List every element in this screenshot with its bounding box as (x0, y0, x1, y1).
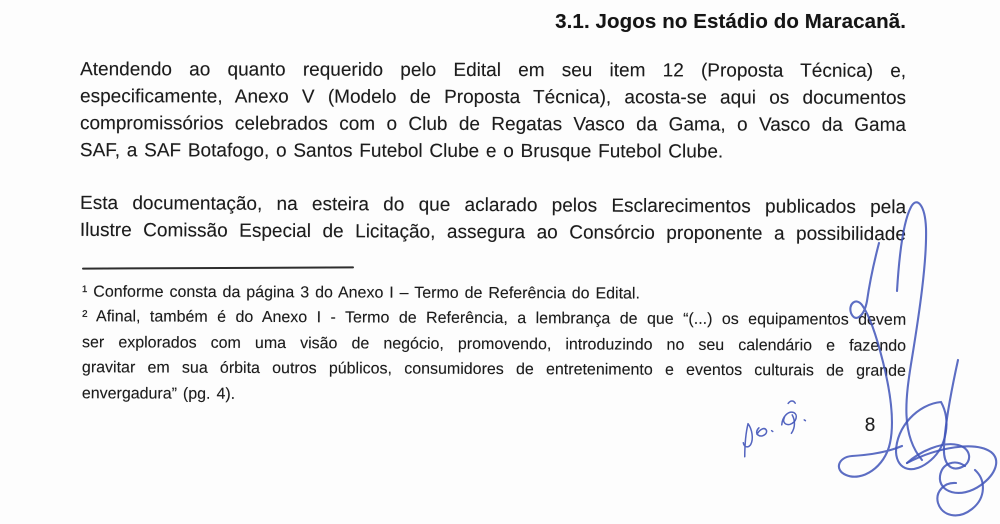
text-line: Esta documentação, na esteira do que aclarado pelos Esclarecimentos publicados pela (80, 192, 907, 219)
paragraph-1 (80, 56, 906, 166)
footnote-2 (82, 304, 906, 410)
text-line: ser explorados com uma visão de negócio, promovendo, introduzindo no seu calendário e fazendo (82, 333, 907, 355)
text-line: ² Afinal, também é do Anexo I - Termo de Referência, a lembrança de que “(...) os equipamentos devem (82, 308, 907, 329)
footnote-1 (82, 280, 906, 308)
text-line: gravitar em sua órbita outros públicos, consumidores de entretenimento e eventos culturais de grande (81, 359, 906, 380)
page-number: 8 (864, 415, 876, 436)
paragraph-2 (80, 190, 906, 248)
footnote-separator-rule (82, 266, 354, 269)
text-line: especificamente, Anexo V (Modelo de Proposta Técnica), acosta-se aqui os documentos (80, 86, 907, 109)
text-line: envergadura” (pg. 4). (81, 384, 236, 403)
section-heading: 3.1. Jogos no Estádio do Maracanã. (555, 10, 906, 33)
text-line: compromissórios celebrados com o Club de Regatas Vasco da Gama, o Vasco da Gama (79, 113, 906, 136)
text-line: Atendendo ao quanto requerido pelo Edital em seu item 12 (Proposta Técnica) e, (80, 59, 907, 82)
text-line: SAF, a SAF Botafogo, o Santos Futebol Clube e o Brusque Futebol Clube. (79, 140, 724, 163)
text-line: Ilustre Comissão Especial de Licitação, assegura ao Consórcio proponente a possibilidade (79, 219, 906, 246)
text-line: ¹ Conforme consta da página 3 do Anexo I – Termo de Referência do Edital. (81, 283, 640, 303)
